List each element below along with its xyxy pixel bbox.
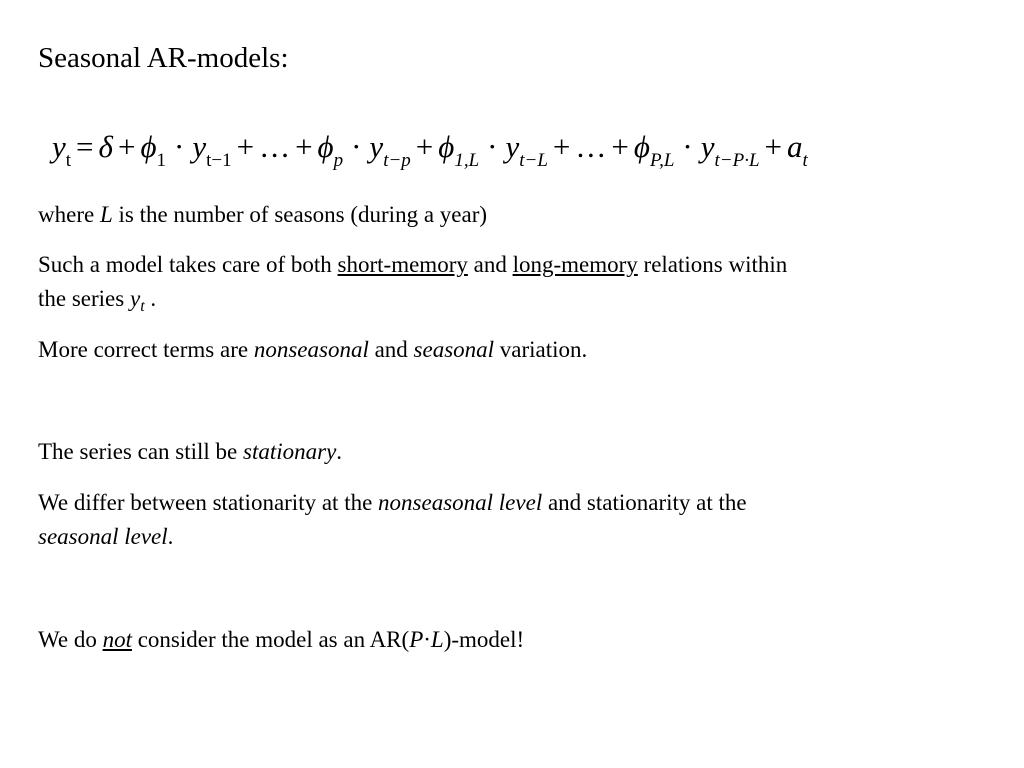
eq-plus: +: [117, 129, 136, 164]
eq-plus: +: [764, 129, 783, 164]
eq-y: y: [52, 129, 66, 164]
eq-plus: +: [236, 129, 255, 164]
eq-plus: +: [415, 129, 434, 164]
para-memory-line1: [38, 248, 787, 282]
para-stationary: [38, 435, 342, 469]
eq-delta: δ: [98, 129, 113, 164]
eq-sub-t-text: t: [802, 150, 808, 171]
eq-sub-p: [334, 150, 344, 171]
eq-sub-P-L: [650, 150, 674, 171]
para1-pre: where: [38, 202, 100, 227]
slide-title: Seasonal AR-models:: [38, 42, 289, 74]
eq-y: y: [369, 129, 384, 164]
para2-post: relations within: [637, 252, 788, 277]
eq-sub-p-text: p: [333, 150, 344, 171]
term-nonseasonal: nonseasonal: [253, 337, 369, 362]
para6-pre: We do: [38, 627, 103, 652]
eq-equals: =: [76, 129, 94, 164]
var-y: y: [129, 286, 141, 311]
eq-a: a: [787, 129, 803, 164]
eq-phi: ϕ: [438, 129, 455, 164]
eq-sub-t-minus-PL: [715, 150, 760, 171]
para6-dot: ·: [423, 627, 431, 652]
eq-dot: ·: [682, 129, 693, 164]
eq-plus: +: [552, 129, 571, 164]
para5-pre: We differ between stationarity at the: [38, 490, 379, 515]
para-not-ar-model: [38, 623, 524, 657]
para4-pre: The series can still be: [38, 439, 244, 464]
eq-dot: ·: [173, 129, 185, 164]
term-not: not: [102, 627, 132, 652]
para1-post: is the number of seasons (during a year): [112, 202, 488, 227]
term-short-memory: short-memory: [337, 252, 468, 277]
eq-sub-t-minus-L-text: t−L: [519, 150, 548, 171]
para-seasons-definition: [38, 198, 487, 232]
para-stationarity-levels-line2: [38, 520, 173, 554]
eq-sub-t-minus-PL-text: t−P·L: [714, 150, 760, 171]
eq-y: y: [700, 129, 715, 164]
para2-mid: and: [467, 252, 513, 277]
para5-post: and stationarity at the: [542, 490, 747, 515]
term-nonseasonal-level: nonseasonal level: [378, 490, 543, 515]
para2-pre: Such a model takes care of both: [38, 252, 338, 277]
var-y-sub-text: t: [140, 298, 145, 315]
eq-phi: ϕ: [317, 129, 334, 164]
para6-post: )-model!: [443, 627, 525, 652]
eq-sub-t-minus-L: [519, 150, 548, 171]
var-P: P: [409, 627, 424, 652]
eq-ellipsis: …: [259, 129, 291, 164]
eq-sub-t-minus-p: [383, 150, 411, 171]
eq-sub-P-L-text: P,L: [649, 150, 675, 171]
para4-post: .: [336, 439, 343, 464]
eq-sub-t-minus-1: t−1: [206, 150, 232, 171]
eq-sub-1-L: [454, 150, 479, 171]
seasonal-ar-equation: [52, 122, 808, 172]
para5-end: .: [167, 524, 174, 549]
para3-mid: and: [368, 337, 414, 362]
term-long-memory: long-memory: [512, 252, 638, 277]
var-L: L: [99, 202, 113, 227]
para2-line2-pre: the series: [38, 286, 130, 311]
para-correct-terms: [38, 333, 587, 367]
eq-phi: ϕ: [140, 129, 157, 164]
para-stationarity-levels-line1: [38, 486, 747, 520]
eq-plus: +: [611, 129, 629, 164]
eq-sub-1-L-text: 1,L: [454, 150, 480, 171]
eq-plus: +: [295, 129, 313, 164]
para-memory-line2: [38, 282, 156, 316]
para3-post: variation.: [494, 337, 588, 362]
term-stationary: stationary: [243, 439, 337, 464]
eq-dot: ·: [351, 129, 362, 164]
para3-pre: More correct terms are: [38, 337, 254, 362]
term-seasonal-level: seasonal level: [38, 524, 168, 549]
eq-sub-1: 1: [156, 150, 166, 171]
para2-line2-post: .: [144, 286, 157, 311]
eq-sub-t-minus-p-text: t−p: [383, 150, 411, 171]
eq-sub-t: t: [65, 150, 72, 171]
eq-dot: ·: [487, 129, 498, 164]
var-L: L: [430, 627, 444, 652]
eq-sub-t: [803, 150, 808, 171]
eq-phi: ϕ: [633, 129, 650, 164]
eq-ellipsis: …: [575, 129, 607, 164]
eq-y: y: [505, 129, 520, 164]
term-seasonal: seasonal: [413, 337, 495, 362]
para6-mid: consider the model as an AR(: [131, 627, 410, 652]
eq-y: y: [192, 129, 207, 164]
